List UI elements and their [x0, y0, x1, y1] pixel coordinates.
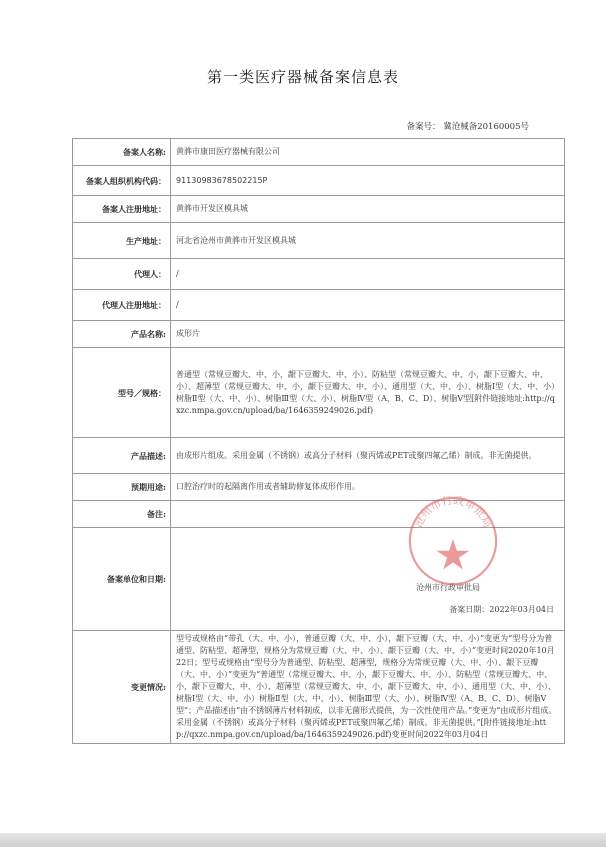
label-agent: 代理人： — [73, 259, 171, 290]
record-date: 备案日期：2022年03月04日 — [449, 605, 554, 614]
record-table — [72, 138, 565, 744]
label-reg-address: 备案人注册地址： — [73, 196, 171, 223]
value-agent-address: / — [171, 290, 565, 321]
label-intended-use: 预期用途: — [73, 474, 171, 501]
value-product-name: 成形片 — [171, 321, 565, 348]
row-production-address — [73, 223, 565, 259]
page-title: 第一类医疗器械备案信息表 — [206, 68, 399, 86]
label-model-spec: 型号／规格： — [73, 348, 171, 438]
record-number-label: 备案号： — [406, 122, 441, 132]
row-registrant-name — [73, 139, 565, 166]
label-production-address: 生产地址： — [73, 223, 171, 259]
value-product-desc: 由成形片组成。采用金属（不锈钢）或高分子材料（聚丙烯或PET或聚四氟乙烯）制成。非无菌提供。 — [171, 438, 565, 474]
label-registrant-name: 备案人名称: — [73, 139, 171, 166]
value-production-address: 河北省沧州市黄骅市开发区模具城 — [171, 223, 565, 259]
row-product-name — [73, 321, 565, 348]
value-org-date — [171, 528, 565, 631]
row-product-desc — [73, 438, 565, 474]
record-number-value: 冀沧械备20160005号 — [443, 122, 529, 132]
seal-star-icon — [436, 539, 469, 569]
record-number — [0, 120, 529, 132]
label-org-date: 备案单位和日期: — [73, 528, 171, 631]
value-changes: 型号或规格由“带孔（大、中、小），普通豆瓣（大、中、小），龈下豆瓣（大、中、小）”变更为“型号分为普通型、防粘型、超薄型，规格分为常规豆瓣（大、中、小）、龈下豆瓣（大、中、小）”变更时间2020年10月22日；型号或规格由“型号分为普通型、防粘型、超薄型，规格分为常规豆瓣（大、中、小）、龈下豆瓣（大、中、小）”变更为“普通型（常规豆瓣大、中、小，龈下豆瓣大、中、小）、防粘型（常规豆瓣大、中、小，龈下豆瓣大、中、小）、超薄型（常规豆瓣大、中、小，龈下豆瓣大、中、小）、通用型（大、中、小）、树脂Ⅰ型（大、中、小）树脂Ⅱ型（大、中、小）、树脂Ⅲ型（大、小）、树脂Ⅳ型（A、B、C、D）、树脂Ⅴ型”；产品描述由“由不锈钢薄片材料制成，以非无菌形式提供，为一次性使用产品。”变更为“由成形片组成。采用金属（不锈钢）或高分子材料（聚丙烯或PET或聚四氟乙烯）制成。非无菌提供。”[附件链接地址:http://qxzc.nmpa.gov.cn/upload/ba/1646359249026.pdf)变更时间2022年03月04日 — [171, 631, 565, 744]
label-agent-address: 代理人注册地址： — [73, 290, 171, 321]
official-seal — [404, 492, 502, 590]
label-product-name: 产品名称: — [73, 321, 171, 348]
value-remarks — [171, 501, 565, 528]
seal-text — [411, 494, 494, 530]
label-changes: 变更情况: — [73, 631, 171, 744]
value-model-spec: 普通型（常规豆瓣大、中、小，龈下豆瓣大、中、小）、防粘型（常规豆瓣大、中、小，龈下豆瓣大、中、小）、超薄型（常规豆瓣大、中、小，龈下豆瓣大、中、小）、通用型（大、中、小）、树脂Ⅰ型（大、中、小）树脂Ⅱ型（大、中、小）、树脂Ⅲ型（大、小）、树脂Ⅳ型（A、B、C、D）、树脂Ⅴ型[附件链接地址:http://qxzc.nmpa.gov.cn/upload/ba/1646359249026.pdf) — [171, 348, 565, 438]
row-org-code — [73, 166, 565, 196]
scan-bottom-edge — [0, 833, 606, 847]
value-agent: / — [171, 259, 565, 290]
row-reg-address — [73, 196, 565, 223]
label-remarks: 备注: — [73, 501, 171, 528]
label-product-desc: 产品描述: — [73, 438, 171, 474]
row-agent-address — [73, 290, 565, 321]
label-org-code: 备案人组织机构代码： — [73, 166, 171, 196]
value-org-code: 91130983678502215P — [171, 166, 565, 196]
row-agent — [73, 259, 565, 290]
row-model-spec — [73, 348, 565, 438]
value-intended-use: 口腔治疗时的起隔离作用或者辅助修复体成形作用。 — [171, 474, 565, 501]
approval-org: 沧州市行政审批局 — [416, 583, 480, 592]
seal-text-path: 沧州市行政审批局 — [411, 493, 495, 530]
value-registrant-name: 黄骅市康田医疗器械有限公司 — [171, 139, 565, 166]
row-changes — [73, 631, 565, 744]
value-reg-address: 黄骅市开发区模具城 — [171, 196, 565, 223]
